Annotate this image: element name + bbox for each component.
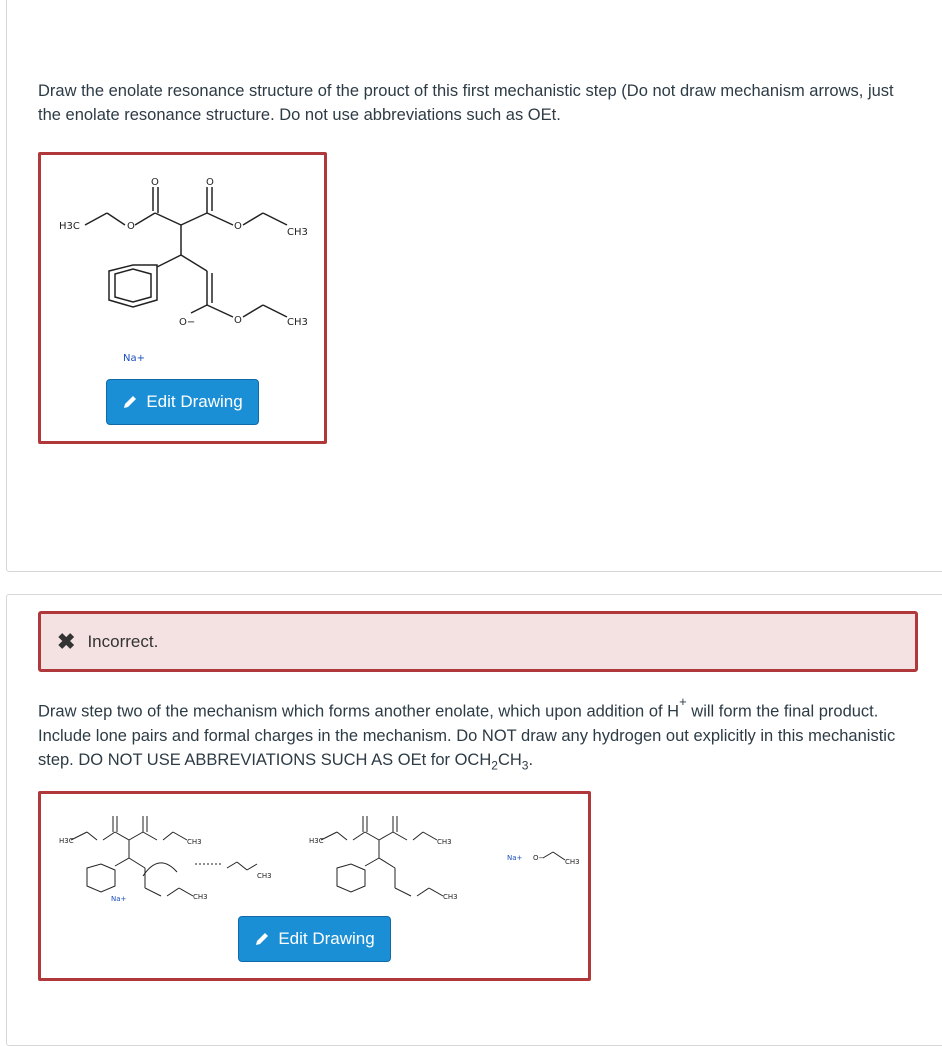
ch3-label: CH3 bbox=[437, 838, 452, 846]
o-label: O bbox=[234, 221, 242, 232]
prompt-text: . bbox=[528, 750, 534, 769]
o-label: O bbox=[151, 177, 159, 188]
pencil-icon bbox=[254, 931, 270, 947]
h3c-label: H3C bbox=[59, 837, 74, 845]
edit-drawing-label: Edit Drawing bbox=[146, 392, 243, 411]
h3c-label: H3C bbox=[309, 837, 324, 845]
subscript: 2 bbox=[491, 757, 498, 772]
o-label: O bbox=[206, 177, 214, 188]
ch3-label: CH3 bbox=[565, 858, 580, 866]
h3c-label: H3C bbox=[59, 221, 80, 232]
ch3-label: CH3 bbox=[287, 227, 308, 238]
edit-drawing-button-1[interactable] bbox=[106, 379, 259, 425]
question-2-prompt bbox=[38, 694, 918, 777]
prompt-text: will form the final product. Include lone pairs and formal charges in the mechanism. Do NOT draw any hydrogen out explicitly in this mechanistic step. DO NOT USE ABBREVIATIONS SUCH AS OEt for OCH bbox=[38, 702, 896, 769]
ch3-label: CH3 bbox=[443, 893, 458, 901]
subscript: 3 bbox=[521, 757, 529, 772]
pencil-icon bbox=[122, 394, 138, 410]
o-label: O bbox=[127, 221, 135, 232]
ch3-label: CH3 bbox=[187, 838, 202, 846]
prompt-text: CH bbox=[497, 750, 522, 769]
ch3-label: CH3 bbox=[257, 872, 272, 880]
superscript-plus: + bbox=[679, 694, 687, 709]
edit-drawing-label: Edit Drawing bbox=[278, 929, 375, 948]
na-plus-label: Na+ bbox=[123, 353, 145, 364]
o-minus-label: O− bbox=[533, 854, 545, 862]
question-1-prompt: Draw the enolate resonance structure of the prouct of this first mechanistic step (Do not draw mechanism arrows, just the enolate resonance structure. Do not use abbreviations such as OEt. bbox=[38, 82, 894, 124]
feedback-incorrect bbox=[38, 611, 918, 672]
edit-drawing-button-2[interactable] bbox=[238, 916, 391, 962]
x-icon: ✖ bbox=[57, 628, 76, 654]
feedback-status: Incorrect. bbox=[87, 631, 159, 651]
prompt-text: Draw step two of the mechanism which forms another enolate, which upon addition of H bbox=[38, 702, 680, 721]
o-label: O bbox=[234, 315, 242, 326]
na-plus-label: Na+ bbox=[507, 854, 523, 862]
ch3-label: CH3 bbox=[193, 893, 208, 901]
na-plus-label: Na+ bbox=[111, 895, 127, 903]
o-minus-label: O− bbox=[179, 317, 196, 328]
ch3-label: CH3 bbox=[287, 317, 308, 328]
